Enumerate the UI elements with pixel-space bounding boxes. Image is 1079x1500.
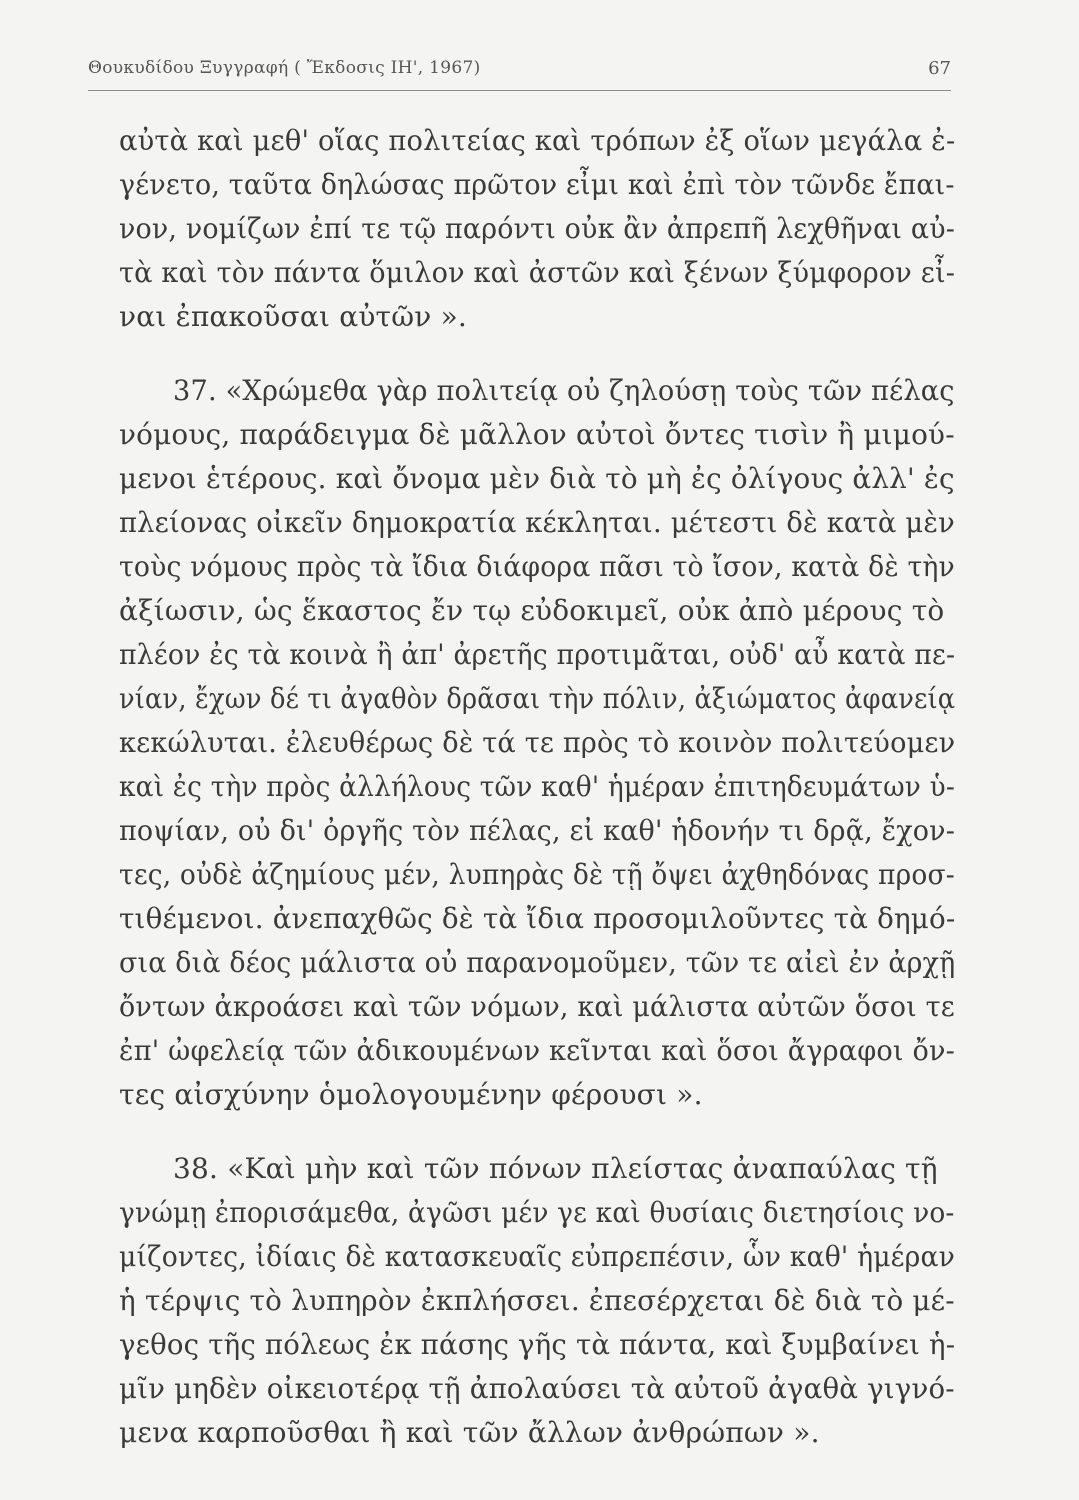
- text-line: μίζοντες, ἰδίαις δὲ κατασκευαῖς εὐπρεπέσιν, ὧν καθ' ἡμέραν: [119, 1240, 955, 1273]
- text-line: ποψίαν, οὐ δι' ὀργῆς τὸν πέλας, εἰ καθ' ἡδονήν τι δρᾷ, ἔχον-: [119, 814, 956, 847]
- text-line: κεκώλυται. ἐλευθέρως δὲ τά τε πρὸς τὸ κοινὸν πολιτεύομεν: [119, 726, 956, 759]
- text-line: 37. «Χρώμεθα γὰρ πολιτείᾳ οὐ ζηλούσῃ τοὺς τῶν πέλας: [173, 374, 955, 407]
- text-line: τὰ καὶ τὸν πάντα ὅμιλον καὶ ἀστῶν καὶ ξένων ξύμφορον εἶ-: [119, 256, 956, 289]
- text-line: γεθος τῆς πόλεως ἐκ πάσης γῆς τὰ πάντα, καὶ ξυμβαίνει ἡ-: [119, 1328, 956, 1361]
- text-line: καὶ ἐς τὴν πρὸς ἀλλήλους τῶν καθ' ἡμέραν ἐπιτηδευμάτων ὑ-: [119, 770, 955, 803]
- text-line: μῖν μηδὲν οἰκειοτέρᾳ τῇ ἀπολαύσει τὰ αὐτοῦ ἀγαθὰ γιγνό-: [119, 1372, 955, 1405]
- text-line: σια διὰ δέος μάλιστα οὐ παρανομοῦμεν, τῶν τε αἰεὶ ἐν ἀρχῇ: [119, 946, 956, 979]
- text-line: μενοι ἑτέρους. καὶ ὄνομα μὲν διὰ τὸ μὴ ἐς ὀλίγους ἀλλ' ἐς: [119, 462, 955, 495]
- text-line: νόμους, παράδειγμα δὲ μᾶλλον αὐτοὶ ὄντες τισὶν ἢ μιμού-: [119, 418, 955, 451]
- running-head: Θουκυδίδου Ξυγγραφή ( Ἔκδοσις ΙΗ', 1967): [88, 58, 481, 78]
- text-line: μενα καρποῦσθαι ἢ καὶ τῶν ἄλλων ἀνθρώπων ».: [119, 1416, 820, 1449]
- text-line: 38. «Καὶ μὴν καὶ τῶν πόνων πλείστας ἀναπαύλας τῇ: [173, 1152, 938, 1185]
- text-line: νον, νομίζων ἐπί τε τῷ παρόντι οὐκ ἂν ἀπρεπῆ λεχθῆναι αὐ-: [119, 212, 956, 245]
- text-line: τιθέμενοι. ἀνεπαχθῶς δὲ τὰ ἴδια προσομιλοῦντες τὰ δημό-: [119, 902, 956, 935]
- text-line: πλέον ἐς τὰ κοινὰ ἢ ἀπ' ἀρετῆς προτιμᾶται, οὐδ' αὖ κατὰ πε-: [119, 638, 956, 671]
- text-line: τοὺς νόμους πρὸς τὰ ἴδια διάφορα πᾶσι τὸ ἴσον, κατὰ δὲ τὴν: [119, 550, 955, 583]
- text-line: τες, οὐδὲ ἀζημίους μέν, λυπηρὰς δὲ τῇ ὄψει ἀχθηδόνας προσ-: [119, 858, 955, 891]
- text-line: γνώμῃ ἐπορισάμεθα, ἀγῶσι μέν γε καὶ θυσίαις διετησίοις νο-: [119, 1196, 955, 1229]
- text-line: ἐπ' ὠφελείᾳ τῶν ἀδικουμένων κεῖνται καὶ ὅσοι ἄγραφοι ὄν-: [119, 1034, 956, 1067]
- header-rule: [88, 90, 951, 91]
- text-line: πλείονας οἰκεῖν δημοκρατία κέκληται. μέτεστι δὲ κατὰ μὲν: [119, 506, 955, 539]
- page-number: 67: [928, 58, 951, 79]
- text-line: αὐτὰ καὶ μεθ' οἵας πολιτείας καὶ τρόπων ἐξ οἵων μεγάλα ἐ-: [119, 124, 956, 157]
- text-line: ἡ τέρψις τὸ λυπηρὸν ἐκπλήσσει. ἐπεσέρχεται δὲ διὰ τὸ μέ-: [119, 1284, 955, 1317]
- text-line: ναι ἐπακοῦσαι αὐτῶν ».: [119, 300, 468, 333]
- text-line: ὄντων ἀκροάσει καὶ τῶν νόμων, καὶ μάλιστα αὐτῶν ὅσοι τε: [119, 990, 955, 1023]
- text-line: νίαν, ἔχων δέ τι ἀγαθὸν δρᾶσαι τὴν πόλιν, ἀξιώματος ἀφανείᾳ: [119, 682, 956, 715]
- text-line: ἀξίωσιν, ὡς ἕκαστος ἔν τῳ εὐδοκιμεῖ, οὐκ ἀπὸ μέρους τὸ: [119, 594, 945, 627]
- text-line: τες αἰσχύνην ὁμολογουμένην φέρουσι ».: [119, 1078, 703, 1111]
- text-line: γένετο, ταῦτα δηλώσας πρῶτον εἶμι καὶ ἐπὶ τὸν τῶνδε ἔπαι-: [119, 168, 955, 201]
